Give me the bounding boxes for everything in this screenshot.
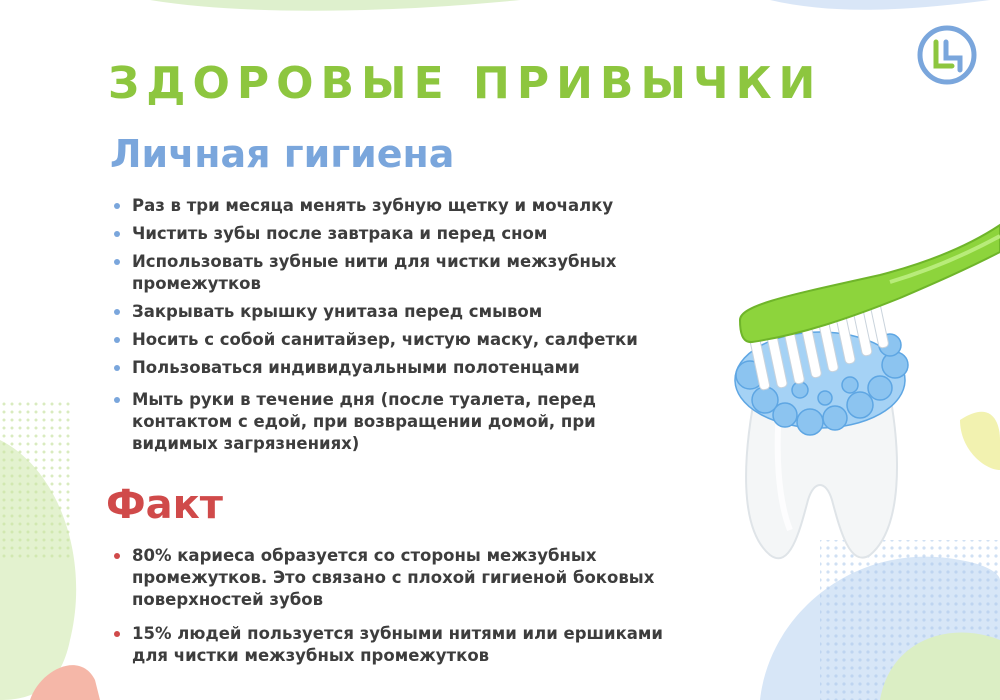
left-dots [0,400,70,560]
tooth-toothbrush-illustration [700,200,1000,580]
bullet-icon [114,365,120,371]
bullet-icon [114,203,120,209]
bullet-icon [114,231,120,237]
logo-icon [916,24,978,86]
page-title: ЗДОРОВЫЕ ПРИВЫЧКИ [108,58,823,109]
toothbrush-handle [740,225,1000,342]
list-item: Раз в три месяца менять зубную щетку и мочалку [112,195,672,217]
bullet-icon [114,553,120,559]
fact-list [112,545,672,679]
section-title-fact: Факт [106,482,223,528]
section-title-hygiene: Личная гигиена [110,132,455,176]
hygiene-list [112,195,672,461]
top-blob [150,0,520,11]
list-item: Закрывать крышку унитаза перед смывом [112,301,672,323]
list-item: Мыть руки в течение дня (после туалета, перед контактом с едой, при возвращении домой, при видимых загрязнениях) [112,389,602,455]
list-item: 80% кариеса образуется со стороны межзубных промежутков. Это связано с плохой гигиеной боковых поверхностей зубов [112,545,682,611]
bullet-icon [114,259,120,265]
top-right-blob [770,0,990,10]
list-item: Использовать зубные нити для чистки межзубных промежутков [112,251,632,295]
list-item: Пользоваться индивидуальными полотенцами [112,357,672,379]
bullet-icon [114,337,120,343]
list-item: Чистить зубы после завтрака и перед сном [112,223,672,245]
bullet-icon [114,397,120,403]
bullet-icon [114,631,120,637]
list-item: 15% людей пользуется зубными нитями или ершиками для чистки межзубных промежутков [112,623,692,667]
bullet-icon [114,309,120,315]
list-item: Носить с собой санитайзер, чистую маску, салфетки [112,329,672,351]
